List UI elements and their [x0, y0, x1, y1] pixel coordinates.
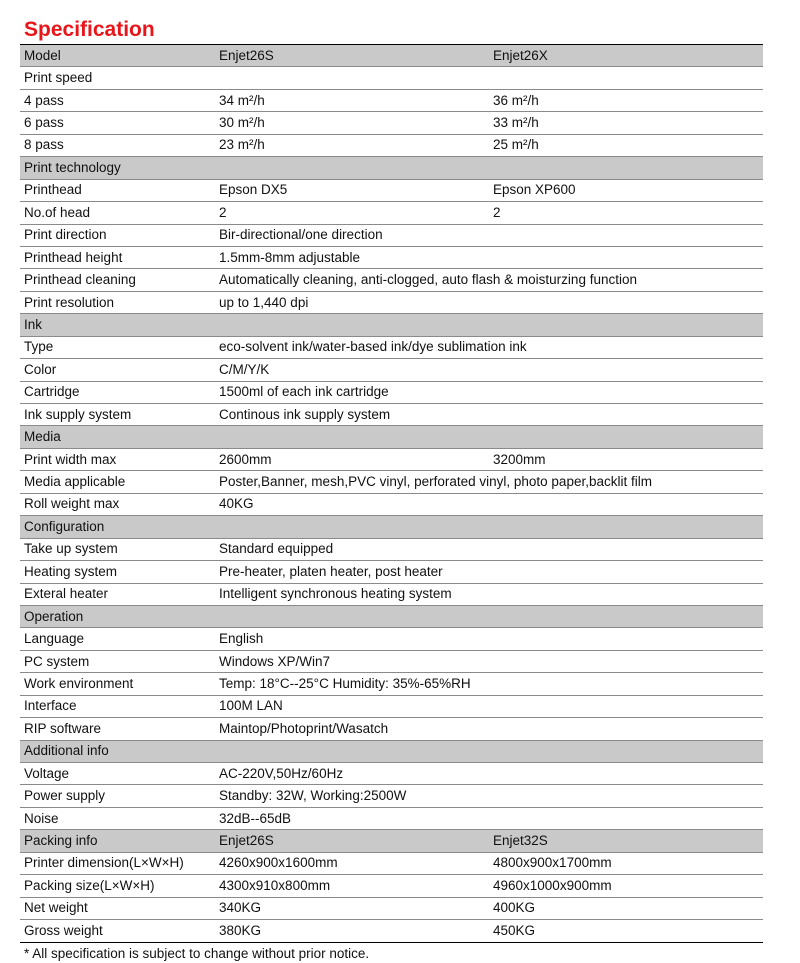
- value-cell-1: Standard equipped: [215, 538, 489, 560]
- label-cell: Additional info: [20, 740, 215, 762]
- value-cell-1: Enjet26S: [215, 830, 489, 852]
- value-cell-1: 2600mm: [215, 448, 489, 470]
- label-cell: Print resolution: [20, 291, 215, 313]
- table-row: [20, 673, 763, 695]
- label-cell: No.of head: [20, 202, 215, 224]
- value-cell-2: [489, 67, 763, 89]
- spec-table-body: [20, 45, 763, 942]
- table-row: [20, 291, 763, 313]
- table-row: [20, 471, 763, 493]
- value-cell-1: Continous ink supply system: [215, 404, 489, 426]
- value-cell-1: Windows XP/Win7: [215, 650, 489, 672]
- page-title: Specification: [24, 18, 155, 41]
- value-cell-1: Maintop/Photoprint/Wasatch: [215, 718, 489, 740]
- label-cell: Configuration: [20, 516, 215, 538]
- value-cell-1: 1500ml of each ink cartridge: [215, 381, 489, 403]
- value-cell-1: eco-solvent ink/water-based ink/dye sublimation ink: [215, 336, 763, 358]
- table-row: [20, 493, 763, 515]
- value-cell-2: 25 m²/h: [489, 134, 763, 156]
- table-row: [20, 897, 763, 919]
- value-cell-2: 33 m²/h: [489, 112, 763, 134]
- value-cell-1: 1.5mm-8mm adjustable: [215, 246, 489, 268]
- label-cell: Ink supply system: [20, 404, 215, 426]
- table-row: [20, 807, 763, 829]
- value-cell-1: [215, 426, 489, 448]
- label-cell: Color: [20, 359, 215, 381]
- label-cell: Gross weight: [20, 920, 215, 942]
- value-cell-1: Pre-heater, platen heater, post heater: [215, 561, 763, 583]
- table-row: [20, 404, 763, 426]
- value-cell-2: [489, 291, 763, 313]
- value-cell-2: [489, 516, 763, 538]
- value-cell-1: up to 1,440 dpi: [215, 291, 489, 313]
- label-cell: Packing size(L×W×H): [20, 875, 215, 897]
- table-row: [20, 448, 763, 470]
- label-cell: Take up system: [20, 538, 215, 560]
- table-row: [20, 179, 763, 201]
- value-cell-1: 380KG: [215, 920, 489, 942]
- value-cell-2: 3200mm: [489, 448, 763, 470]
- table-row: [20, 785, 763, 807]
- label-cell: 4 pass: [20, 89, 215, 111]
- label-cell: Type: [20, 336, 215, 358]
- table-row: [20, 650, 763, 672]
- label-cell: Voltage: [20, 763, 215, 785]
- label-cell: 6 pass: [20, 112, 215, 134]
- label-cell: Cartridge: [20, 381, 215, 403]
- label-cell: Ink: [20, 314, 215, 336]
- value-cell-1: English: [215, 628, 489, 650]
- value-cell-2: 450KG: [489, 920, 763, 942]
- table-row: [20, 763, 763, 785]
- table-row: [20, 695, 763, 717]
- value-cell-2: [489, 538, 763, 560]
- value-cell-2: 2: [489, 202, 763, 224]
- label-cell: Exteral heater: [20, 583, 215, 605]
- value-cell-1: Poster,Banner, mesh,PVC vinyl, perforated vinyl, photo paper,backlit film: [215, 471, 763, 493]
- value-cell-1: [215, 314, 489, 336]
- table-row: [20, 89, 763, 111]
- table-row: [20, 336, 763, 358]
- value-cell-1: Epson DX5: [215, 179, 489, 201]
- value-cell-2: [489, 246, 763, 268]
- table-row: [20, 202, 763, 224]
- label-cell: Heating system: [20, 561, 215, 583]
- value-cell-2: Epson XP600: [489, 179, 763, 201]
- label-cell: Media: [20, 426, 215, 448]
- label-cell: Printhead cleaning: [20, 269, 215, 291]
- value-cell-2: [489, 718, 763, 740]
- table-row: [20, 67, 763, 89]
- label-cell: Print speed: [20, 67, 215, 89]
- value-cell-1: 30 m²/h: [215, 112, 489, 134]
- label-cell: Print technology: [20, 157, 215, 179]
- value-cell-1: Temp: 18°C--25°C Humidity: 35%-65%RH: [215, 673, 763, 695]
- value-cell-1: 4260x900x1600mm: [215, 852, 489, 874]
- section-header-row: [20, 157, 763, 179]
- value-cell-1: Enjet26S: [215, 45, 489, 67]
- label-cell: Packing info: [20, 830, 215, 852]
- value-cell-2: 4800x900x1700mm: [489, 852, 763, 874]
- label-cell: Print direction: [20, 224, 215, 246]
- value-cell-1: [215, 605, 489, 627]
- table-row: [20, 852, 763, 874]
- value-cell-2: [489, 785, 763, 807]
- value-cell-2: [489, 359, 763, 381]
- value-cell-2: [489, 426, 763, 448]
- value-cell-2: [489, 628, 763, 650]
- value-cell-1: Bir-directional/one direction: [215, 224, 489, 246]
- value-cell-2: Enjet26X: [489, 45, 763, 67]
- label-cell: Model: [20, 45, 215, 67]
- value-cell-1: 2: [215, 202, 489, 224]
- section-header-row: [20, 314, 763, 336]
- value-cell-2: [489, 763, 763, 785]
- value-cell-1: [215, 157, 489, 179]
- value-cell-1: 40KG: [215, 493, 489, 515]
- label-cell: Media applicable: [20, 471, 215, 493]
- table-row: [20, 359, 763, 381]
- value-cell-1: 32dB--65dB: [215, 807, 489, 829]
- value-cell-2: [489, 605, 763, 627]
- value-cell-1: Automatically cleaning, anti-clogged, auto flash & moisturzing function: [215, 269, 763, 291]
- spec-sheet: [20, 0, 763, 963]
- label-cell: Language: [20, 628, 215, 650]
- label-cell: Interface: [20, 695, 215, 717]
- value-cell-2: [489, 493, 763, 515]
- table-row: [20, 583, 763, 605]
- value-cell-2: 400KG: [489, 897, 763, 919]
- value-cell-2: [489, 650, 763, 672]
- value-cell-2: [489, 404, 763, 426]
- table-row: [20, 718, 763, 740]
- label-cell: Printhead: [20, 179, 215, 201]
- label-cell: Printhead height: [20, 246, 215, 268]
- label-cell: RIP software: [20, 718, 215, 740]
- label-cell: Work environment: [20, 673, 215, 695]
- section-header-row: [20, 426, 763, 448]
- value-cell-1: [215, 740, 489, 762]
- label-cell: Noise: [20, 807, 215, 829]
- value-cell-1: AC-220V,50Hz/60Hz: [215, 763, 489, 785]
- table-row: [20, 224, 763, 246]
- label-cell: Print width max: [20, 448, 215, 470]
- value-cell-2: [489, 314, 763, 336]
- table-row: [20, 628, 763, 650]
- value-cell-1: 23 m²/h: [215, 134, 489, 156]
- value-cell-2: [489, 695, 763, 717]
- value-cell-2: [489, 224, 763, 246]
- value-cell-1: 340KG: [215, 897, 489, 919]
- value-cell-2: [489, 740, 763, 762]
- label-cell: Operation: [20, 605, 215, 627]
- label-cell: Power supply: [20, 785, 215, 807]
- footnote: * All specification is subject to change without prior notice.: [24, 945, 370, 961]
- value-cell-1: 34 m²/h: [215, 89, 489, 111]
- section-header-row: [20, 516, 763, 538]
- label-cell: PC system: [20, 650, 215, 672]
- value-cell-1: Intelligent synchronous heating system: [215, 583, 763, 605]
- value-cell-1: [215, 67, 489, 89]
- table-row: [20, 381, 763, 403]
- value-cell-1: 4300x910x800mm: [215, 875, 489, 897]
- value-cell-2: Enjet32S: [489, 830, 763, 852]
- section-header-row: [20, 740, 763, 762]
- value-cell-1: C/M/Y/K: [215, 359, 489, 381]
- section-header-row: [20, 830, 763, 852]
- spec-table: [20, 45, 763, 943]
- label-cell: Printer dimension(L×W×H): [20, 852, 215, 874]
- table-row: [20, 112, 763, 134]
- table-row: [20, 269, 763, 291]
- value-cell-2: 36 m²/h: [489, 89, 763, 111]
- value-cell-2: [489, 157, 763, 179]
- value-cell-2: [489, 807, 763, 829]
- value-cell-1: 100M LAN: [215, 695, 489, 717]
- table-row: [20, 134, 763, 156]
- table-row: [20, 538, 763, 560]
- table-row: [20, 561, 763, 583]
- label-cell: 8 pass: [20, 134, 215, 156]
- section-header-row: [20, 605, 763, 627]
- value-cell-2: 4960x1000x900mm: [489, 875, 763, 897]
- value-cell-2: [489, 381, 763, 403]
- label-cell: Roll weight max: [20, 493, 215, 515]
- value-cell-1: Standby: 32W, Working:2500W: [215, 785, 489, 807]
- table-row: [20, 875, 763, 897]
- label-cell: Net weight: [20, 897, 215, 919]
- value-cell-1: [215, 516, 489, 538]
- table-row: [20, 246, 763, 268]
